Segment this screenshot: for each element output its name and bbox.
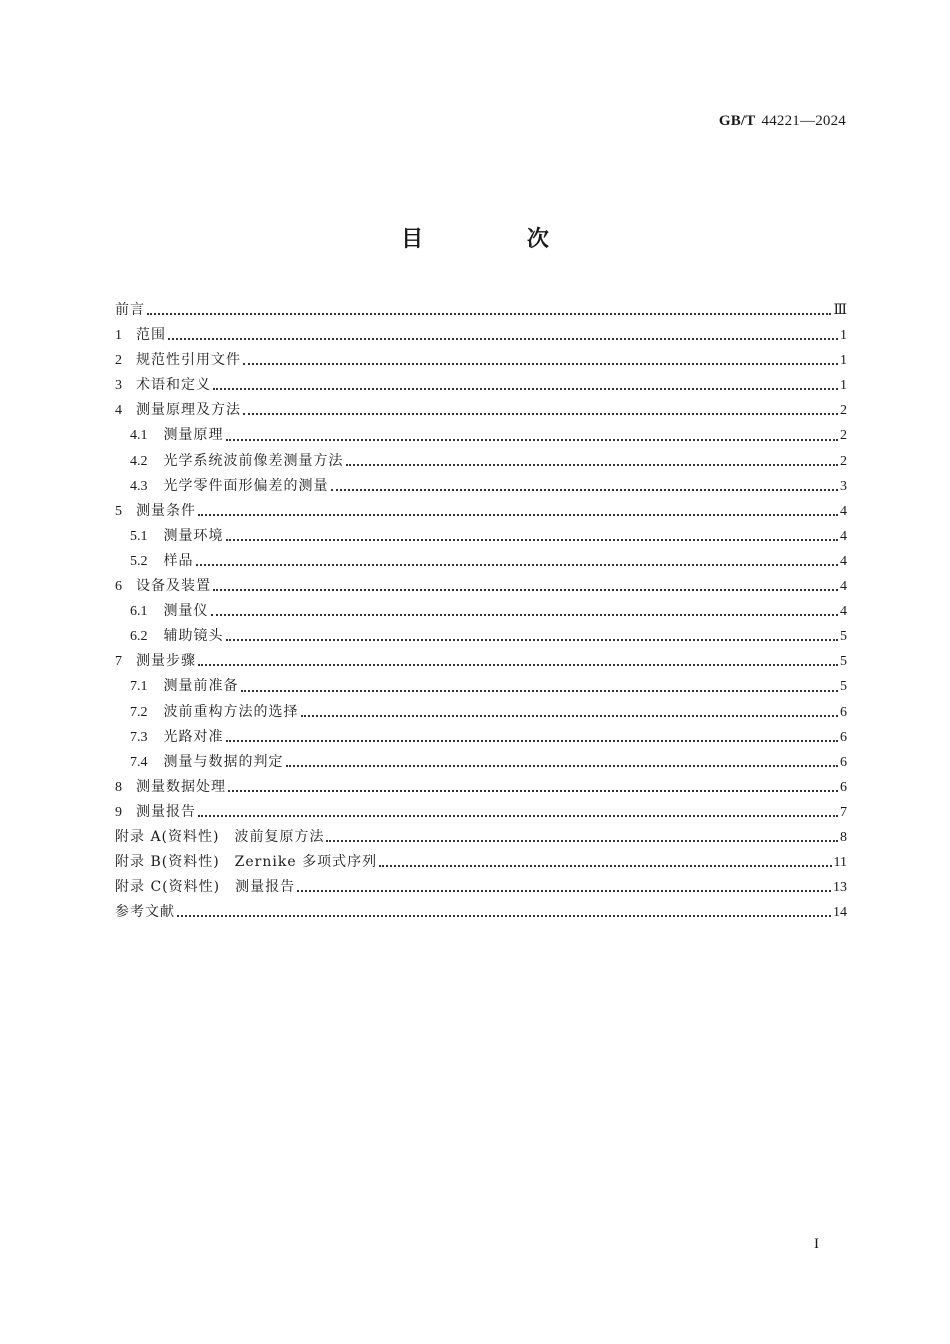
toc-entry-page: 4 (840, 604, 847, 620)
toc-entry-label: 测量前准备 (163, 678, 239, 695)
toc-entry-number: 7.3 (130, 729, 148, 745)
toc-entry-label: 参考文献 (115, 904, 175, 921)
standard-number (719, 113, 846, 130)
toc-entry-page: 5 (840, 654, 847, 670)
toc-entry-label: 测量步骤 (136, 653, 196, 670)
toc-entry-page: 4 (840, 503, 847, 519)
toc-entry[interactable] (115, 423, 847, 448)
toc-entry-page: 2 (840, 453, 847, 469)
dot-leader (243, 363, 838, 365)
toc-entry-label: 测量原理 (163, 427, 224, 444)
toc-entry-page: 2 (840, 428, 847, 444)
toc-entry-page: 4 (840, 553, 847, 569)
toc-entry-number: 3 (115, 378, 122, 394)
toc-entry-page: 5 (840, 629, 847, 645)
toc-entry[interactable] (115, 373, 847, 398)
toc-entry-label: 附录 C(资料性) 测量报告 (115, 879, 296, 896)
toc-entry[interactable] (115, 700, 847, 725)
dot-leader (213, 388, 838, 390)
dot-leader (241, 690, 839, 692)
toc-entry-number: 6.1 (130, 604, 148, 620)
toc-entry-number: 7 (115, 654, 122, 670)
toc-entry-page: 1 (840, 328, 847, 344)
toc-entry[interactable] (115, 900, 847, 925)
toc-entry[interactable] (115, 674, 847, 699)
toc-entry-label: 术语和定义 (136, 377, 211, 394)
standard-number-value: 44221—2024 (761, 113, 846, 129)
toc-entry-page: 14 (833, 905, 847, 921)
toc-entry-page: 6 (840, 729, 847, 745)
toc-entry-page: 4 (840, 579, 847, 595)
toc-entry-label: 设备及装置 (136, 578, 211, 595)
toc-entry-number: 4.2 (130, 453, 148, 469)
dot-leader (226, 740, 839, 742)
toc-entry[interactable] (115, 398, 847, 423)
toc-entry-number: 7.4 (130, 754, 148, 770)
toc-entry-number: 5.2 (130, 553, 148, 569)
toc-entry-page: 1 (840, 353, 847, 369)
page-title: 目 次 (401, 227, 597, 252)
dot-leader (226, 639, 839, 641)
toc-entry-number: 4.1 (130, 428, 148, 444)
toc-entry[interactable] (115, 474, 847, 499)
dot-leader (346, 464, 839, 466)
toc-entry-page: 4 (840, 528, 847, 544)
toc-entry-page: 1 (840, 378, 847, 394)
toc-entry[interactable] (115, 574, 847, 599)
toc-entry[interactable] (115, 449, 847, 474)
toc-entry-number: 9 (115, 804, 122, 820)
table-of-contents (115, 298, 847, 925)
dot-leader (286, 765, 839, 767)
toc-entry-page: 13 (833, 880, 847, 896)
toc-entry-label: 光路对准 (163, 728, 224, 745)
toc-entry-label: 范围 (136, 327, 166, 344)
toc-entry[interactable] (115, 524, 847, 549)
toc-entry-label: 附录 A(资料性) 波前复原方法 (115, 828, 325, 845)
dot-leader (168, 338, 838, 340)
toc-entry-page: Ⅲ (833, 303, 847, 318)
toc-entry-page: 6 (840, 779, 847, 795)
toc-entry-number: 5.1 (130, 528, 148, 544)
toc-entry-number: 1 (115, 328, 122, 344)
dot-leader (228, 790, 838, 792)
toc-entry-page: 11 (833, 855, 847, 871)
toc-entry-page: 3 (840, 478, 847, 494)
toc-entry-number: 8 (115, 779, 122, 795)
dot-leader (326, 840, 838, 842)
toc-entry[interactable] (115, 850, 847, 875)
toc-entry-label: 测量数据处理 (136, 778, 226, 795)
toc-entry-number: 4.3 (130, 478, 148, 494)
dot-leader (211, 614, 839, 616)
toc-entry-label: 测量原理及方法 (136, 402, 241, 419)
toc-entry[interactable] (115, 875, 847, 900)
page-number: I (814, 1236, 819, 1252)
toc-entry-label: 波前重构方法的选择 (163, 703, 299, 720)
toc-entry-number: 6 (115, 579, 122, 595)
toc-entry-label: 测量与数据的判定 (163, 753, 284, 770)
toc-entry-page: 6 (840, 704, 847, 720)
toc-entry[interactable] (115, 323, 847, 348)
dot-leader (177, 915, 831, 917)
toc-entry-number: 7.1 (130, 679, 148, 695)
toc-entry-label: 附录 B(资料性) Zernike 多项式序列 (115, 854, 378, 871)
toc-entry-page: 8 (840, 829, 847, 845)
toc-entry[interactable] (115, 348, 847, 373)
toc-entry[interactable] (115, 499, 847, 524)
toc-entry-number: 2 (115, 353, 122, 369)
dot-leader (213, 589, 838, 591)
dot-leader (379, 865, 831, 867)
dot-leader (226, 539, 839, 541)
toc-entry-number: 4 (115, 403, 122, 419)
toc-entry[interactable] (115, 298, 847, 323)
toc-entry-page: 6 (840, 754, 847, 770)
toc-entry[interactable] (115, 825, 847, 850)
toc-entry-page: 5 (840, 679, 847, 695)
dot-leader (198, 514, 838, 516)
toc-entry[interactable] (115, 599, 847, 624)
standard-code: GB/T (718, 113, 756, 129)
toc-entry-label: 测量条件 (136, 502, 196, 519)
dot-leader (196, 564, 839, 566)
toc-entry-page: 2 (840, 403, 847, 419)
toc-entry-label: 光学系统波前像差测量方法 (163, 452, 344, 469)
toc-entry[interactable] (115, 549, 847, 574)
toc-entry[interactable] (115, 775, 847, 800)
dot-leader (301, 715, 839, 717)
dot-leader (198, 815, 838, 817)
toc-entry[interactable] (115, 750, 847, 775)
dot-leader (147, 313, 831, 315)
toc-entry-label: 测量仪 (163, 603, 209, 620)
toc-entry-label: 规范性引用文件 (136, 352, 241, 369)
dot-leader (331, 489, 839, 491)
dot-leader (198, 664, 838, 666)
toc-entry-page: 7 (840, 804, 847, 820)
toc-entry-label: 辅助镜头 (163, 628, 224, 645)
dot-leader (226, 439, 839, 441)
dot-leader (297, 890, 831, 892)
toc-entry-label: 前言 (115, 302, 145, 318)
toc-entry-number: 6.2 (130, 629, 148, 645)
toc-entry-label: 样品 (163, 552, 194, 569)
toc-entry-label: 光学零件面形偏差的测量 (163, 477, 329, 494)
dot-leader (243, 413, 838, 415)
toc-entry-number: 7.2 (130, 704, 148, 720)
toc-entry[interactable] (115, 800, 847, 825)
toc-entry-label: 测量环境 (163, 527, 224, 544)
toc-entry[interactable] (115, 725, 847, 750)
toc-entry[interactable] (115, 649, 847, 674)
toc-entry-label: 测量报告 (136, 803, 196, 820)
toc-entry-number: 5 (115, 503, 122, 519)
toc-entry[interactable] (115, 624, 847, 649)
